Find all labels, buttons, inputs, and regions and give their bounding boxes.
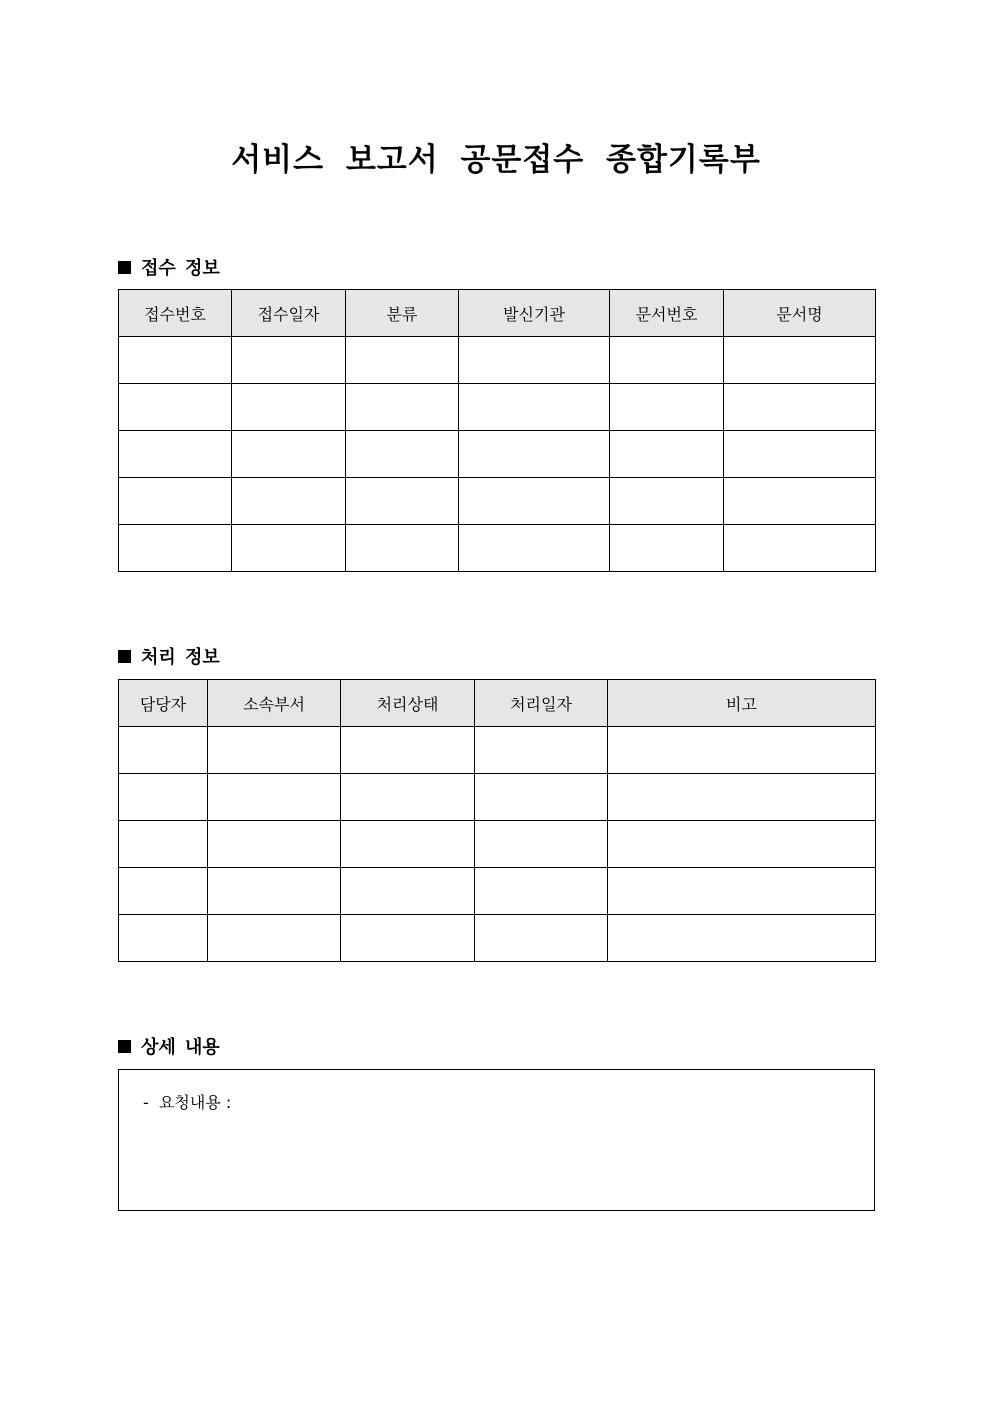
col-header-processed-date: 처리일자 <box>475 680 608 727</box>
table-cell[interactable] <box>724 384 876 431</box>
table-cell[interactable] <box>232 337 346 384</box>
table-cell[interactable] <box>341 915 475 962</box>
col-header-receipt-date: 접수일자 <box>232 290 346 337</box>
table-row <box>119 774 876 821</box>
table-cell[interactable] <box>119 478 232 525</box>
table-row <box>119 868 876 915</box>
square-bullet-icon <box>118 261 131 274</box>
processing-heading-label: 처리 정보 <box>141 647 220 668</box>
table-cell[interactable] <box>610 431 724 478</box>
table-cell[interactable] <box>610 384 724 431</box>
table-row <box>119 478 876 525</box>
table-cell[interactable] <box>610 525 724 572</box>
table-row <box>119 821 876 868</box>
table-cell[interactable] <box>232 384 346 431</box>
table-cell[interactable] <box>475 821 608 868</box>
table-cell[interactable] <box>724 525 876 572</box>
reception-header-row <box>119 290 876 337</box>
table-cell[interactable] <box>475 868 608 915</box>
table-cell[interactable] <box>346 525 459 572</box>
col-header-receipt-number: 접수번호 <box>119 290 232 337</box>
table-cell[interactable] <box>346 337 459 384</box>
table-cell[interactable] <box>724 478 876 525</box>
table-row <box>119 727 876 774</box>
table-cell[interactable] <box>459 384 610 431</box>
table-cell[interactable] <box>459 431 610 478</box>
table-cell[interactable] <box>475 774 608 821</box>
square-bullet-icon <box>118 1040 131 1053</box>
processing-header-row <box>119 680 876 727</box>
table-cell[interactable] <box>208 774 341 821</box>
col-header-document-number: 문서번호 <box>610 290 724 337</box>
table-cell[interactable] <box>608 868 876 915</box>
table-cell[interactable] <box>608 915 876 962</box>
table-cell[interactable] <box>724 431 876 478</box>
table-cell[interactable] <box>119 774 208 821</box>
col-header-category: 분류 <box>346 290 459 337</box>
table-cell[interactable] <box>346 384 459 431</box>
reception-heading-label: 접수 정보 <box>141 258 220 279</box>
table-cell[interactable] <box>475 915 608 962</box>
table-cell[interactable] <box>341 774 475 821</box>
table-row <box>119 384 876 431</box>
table-cell[interactable] <box>208 727 341 774</box>
processing-table <box>118 679 876 962</box>
table-cell[interactable] <box>346 431 459 478</box>
reception-section-heading <box>118 254 220 280</box>
table-cell[interactable] <box>341 727 475 774</box>
table-cell[interactable] <box>208 868 341 915</box>
processing-section-heading <box>118 643 220 669</box>
table-cell[interactable] <box>346 478 459 525</box>
col-header-sender-org: 발신기관 <box>459 290 610 337</box>
table-row <box>119 915 876 962</box>
table-cell[interactable] <box>475 727 608 774</box>
col-header-status: 처리상태 <box>341 680 475 727</box>
col-header-department: 소속부서 <box>208 680 341 727</box>
table-row <box>119 431 876 478</box>
table-cell[interactable] <box>119 384 232 431</box>
col-header-document-title: 문서명 <box>724 290 876 337</box>
table-row <box>119 337 876 384</box>
table-cell[interactable] <box>119 727 208 774</box>
table-cell[interactable] <box>119 431 232 478</box>
square-bullet-icon <box>118 650 131 663</box>
details-box[interactable] <box>118 1069 875 1211</box>
table-cell[interactable] <box>232 525 346 572</box>
table-row <box>119 525 876 572</box>
table-cell[interactable] <box>341 868 475 915</box>
table-cell[interactable] <box>119 868 208 915</box>
table-cell[interactable] <box>341 821 475 868</box>
table-cell[interactable] <box>610 337 724 384</box>
table-cell[interactable] <box>724 337 876 384</box>
table-cell[interactable] <box>232 478 346 525</box>
table-cell[interactable] <box>208 821 341 868</box>
reception-table <box>118 289 876 572</box>
request-content-label: - 요청내용 : <box>143 1093 232 1112</box>
details-section-heading <box>118 1033 220 1059</box>
details-heading-label: 상세 내용 <box>141 1037 220 1058</box>
table-cell[interactable] <box>119 337 232 384</box>
col-header-person-in-charge: 담당자 <box>119 680 208 727</box>
table-cell[interactable] <box>608 727 876 774</box>
table-cell[interactable] <box>119 525 232 572</box>
table-cell[interactable] <box>459 525 610 572</box>
table-cell[interactable] <box>610 478 724 525</box>
table-cell[interactable] <box>608 774 876 821</box>
table-cell[interactable] <box>119 915 208 962</box>
document-title: 서비스 보고서 공문접수 종합기록부 <box>231 142 761 178</box>
table-cell[interactable] <box>608 821 876 868</box>
table-cell[interactable] <box>459 478 610 525</box>
table-cell[interactable] <box>459 337 610 384</box>
table-cell[interactable] <box>208 915 341 962</box>
table-cell[interactable] <box>119 821 208 868</box>
col-header-remarks: 비고 <box>608 680 876 727</box>
table-cell[interactable] <box>232 431 346 478</box>
request-content-line <box>143 1090 236 1113</box>
